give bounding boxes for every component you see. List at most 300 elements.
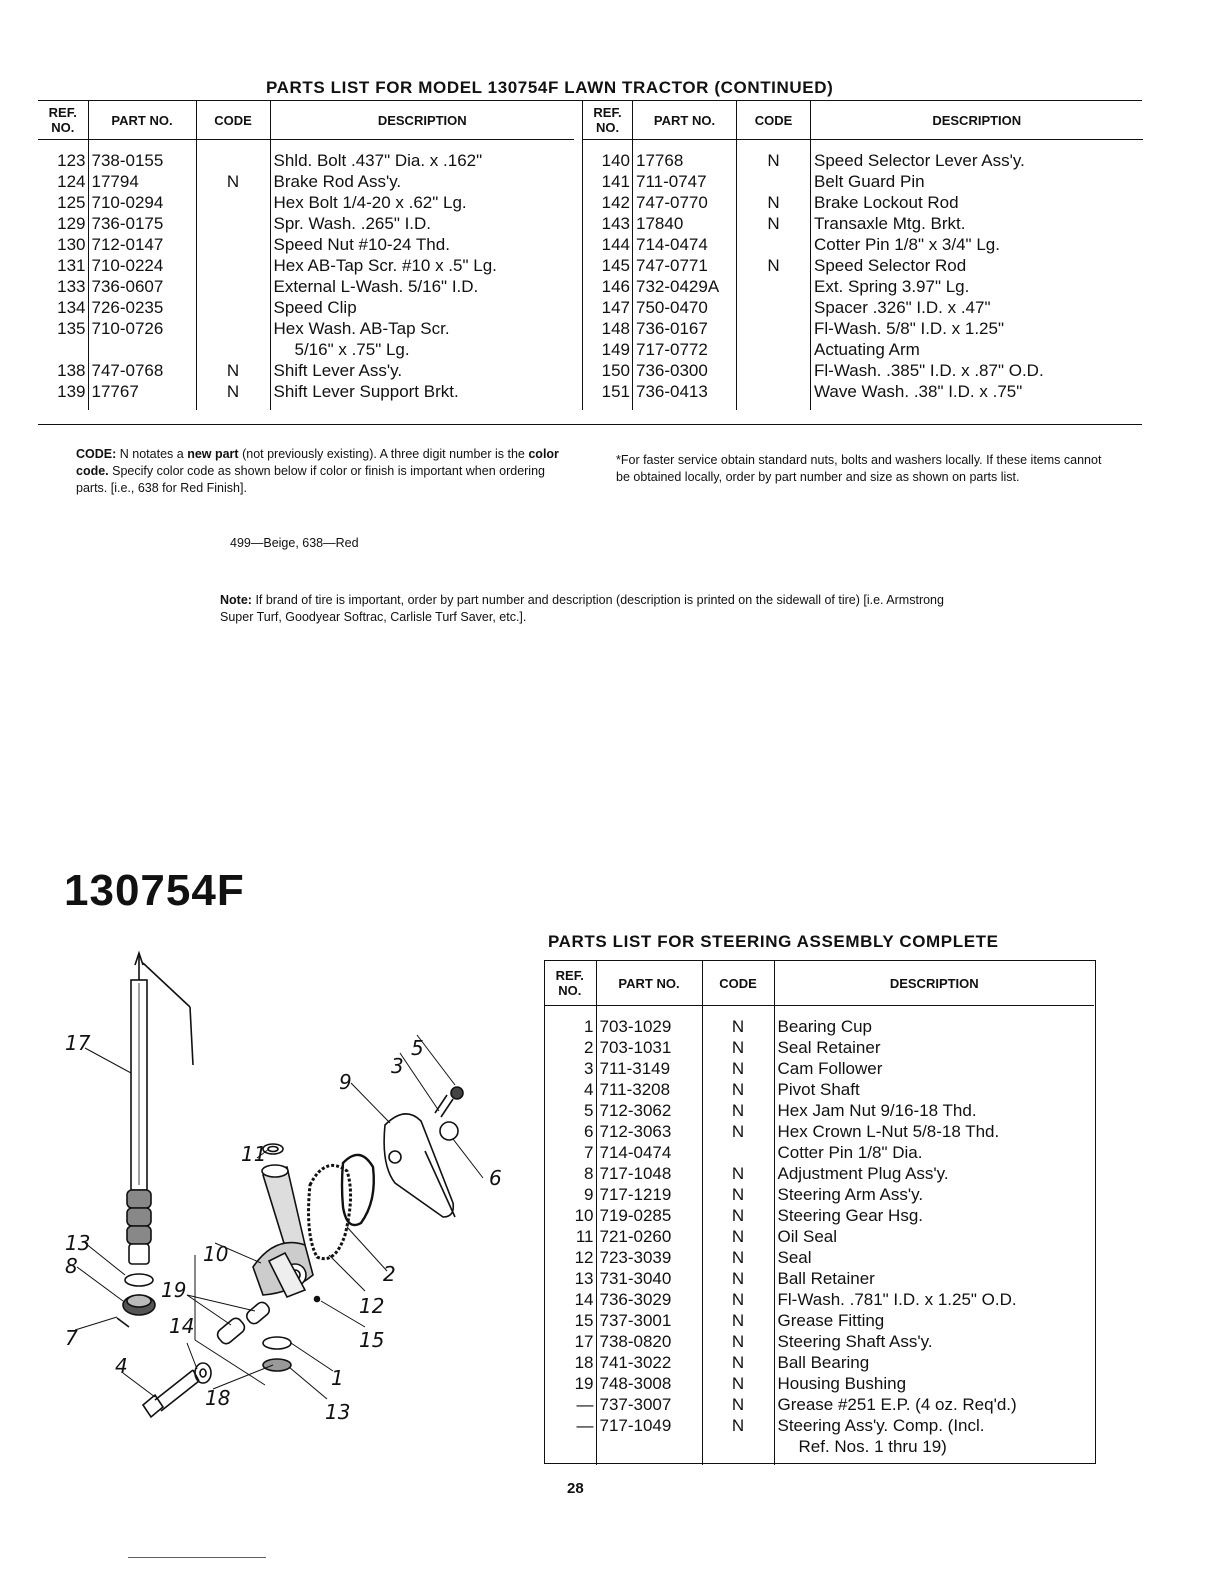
description-cell: Ref. Nos. 1 thru 19) xyxy=(798,1437,947,1456)
table-row xyxy=(583,360,1143,381)
model-number: 130754F xyxy=(64,866,245,915)
part-no-cell: 17768 xyxy=(633,140,737,172)
table-row xyxy=(544,1394,1094,1415)
code-cell xyxy=(737,276,811,297)
description-cell: Housing Bushing xyxy=(777,1374,907,1393)
steering-assembly-diagram xyxy=(55,945,525,1435)
code-cell xyxy=(196,339,270,360)
ref-no-cell: — xyxy=(544,1415,596,1436)
part-no-cell: 738-0820 xyxy=(596,1331,702,1352)
table-row xyxy=(38,276,574,297)
cam-follower xyxy=(435,1087,463,1117)
ref-no-cell: 129 xyxy=(38,213,88,234)
part-no-cell: 747-0771 xyxy=(633,255,737,276)
description-cell: Hex AB-Tap Scr. #10 x .5" Lg. xyxy=(273,256,497,275)
ref-no-cell: 17 xyxy=(544,1331,596,1352)
table-row xyxy=(38,171,574,192)
table-row xyxy=(583,339,1143,360)
table-row xyxy=(38,381,574,402)
part-no-cell: 737-3001 xyxy=(596,1310,702,1331)
part-no-cell xyxy=(596,1436,702,1457)
part-no-cell: 710-0726 xyxy=(88,318,196,339)
table-row xyxy=(38,297,574,318)
callout-2: 2 xyxy=(383,1262,396,1286)
ref-no-cell: 4 xyxy=(544,1079,596,1100)
part-no-cell: 717-1049 xyxy=(596,1415,702,1436)
filler-cell xyxy=(88,402,196,410)
description-cell: Belt Guard Pin xyxy=(814,172,925,191)
header-code: CODE xyxy=(702,961,774,1006)
code-cell xyxy=(196,255,270,276)
part-no-cell: 747-0770 xyxy=(633,192,737,213)
code-cell: N xyxy=(702,1058,774,1079)
ref-no-cell: 147 xyxy=(583,297,633,318)
part-no-cell: 714-0474 xyxy=(596,1142,702,1163)
part-no-cell: 717-1219 xyxy=(596,1184,702,1205)
filler-cell xyxy=(270,402,574,410)
callout-1: 1 xyxy=(331,1366,344,1390)
housing-bushing xyxy=(215,1300,272,1346)
description-cell: Shld. Bolt .437" Dia. x .162" xyxy=(273,151,483,170)
ref-no-cell: — xyxy=(544,1394,596,1415)
description-cell: Spr. Wash. .265" I.D. xyxy=(273,214,432,233)
code-note-color-code: color code. xyxy=(76,447,559,478)
ref-no-cell: 14 xyxy=(544,1289,596,1310)
code-cell: N xyxy=(737,255,811,276)
part-no-cell: 747-0768 xyxy=(88,360,196,381)
crown-nut xyxy=(440,1122,458,1140)
part-no-cell: 712-3062 xyxy=(596,1100,702,1121)
filler-cell xyxy=(702,1457,774,1465)
code-cell: N xyxy=(702,1394,774,1415)
description-cell: Cam Follower xyxy=(777,1059,883,1078)
ref-no-cell: 142 xyxy=(583,192,633,213)
ball-retainer xyxy=(125,1274,153,1286)
code-cell: N xyxy=(702,1415,774,1436)
header-ref-no: REF. NO. xyxy=(583,101,633,140)
part-no-cell: 736-0300 xyxy=(633,360,737,381)
part-no-cell: 17840 xyxy=(633,213,737,234)
table-row xyxy=(38,192,574,213)
callout-9: 9 xyxy=(339,1070,352,1094)
description-cell: Oil Seal xyxy=(777,1227,838,1246)
header-code: CODE xyxy=(737,101,811,140)
description-cell: Steering Gear Hsg. xyxy=(777,1206,924,1225)
steering-table-title: PARTS LIST FOR STEERING ASSEMBLY COMPLETE xyxy=(548,932,999,951)
worm-gear xyxy=(127,1190,151,1264)
code-cell: N xyxy=(702,1100,774,1121)
ref-no-cell: 139 xyxy=(38,381,88,402)
table-row xyxy=(544,1058,1094,1079)
code-cell xyxy=(702,1436,774,1457)
ref-no-cell: 151 xyxy=(583,381,633,402)
header-ref-no: REF. NO. xyxy=(38,101,88,140)
description-cell: Speed Selector Lever Ass'y. xyxy=(814,151,1025,170)
ref-no-cell: 145 xyxy=(583,255,633,276)
description-cell: Shift Lever Support Brkt. xyxy=(273,382,459,401)
filler-cell xyxy=(596,1457,702,1465)
table-row xyxy=(583,276,1143,297)
ref-no-cell: 135 xyxy=(38,318,88,339)
description-cell: Actuating Arm xyxy=(814,340,920,359)
description-cell: Grease Fitting xyxy=(777,1311,885,1330)
code-cell: N xyxy=(737,213,811,234)
table-row xyxy=(544,1100,1094,1121)
code-cell xyxy=(196,234,270,255)
ref-no-cell: 131 xyxy=(38,255,88,276)
part-no-cell: 726-0235 xyxy=(88,297,196,318)
table-row xyxy=(544,1331,1094,1352)
header-part-no: PART NO. xyxy=(633,101,737,140)
code-cell: N xyxy=(702,1289,774,1310)
header-part-no: PART NO. xyxy=(88,101,196,140)
code-cell xyxy=(737,318,811,339)
bearing-cup xyxy=(263,1337,291,1349)
code-note xyxy=(76,446,566,497)
table-row xyxy=(544,1205,1094,1226)
ref-no-cell: 3 xyxy=(544,1058,596,1079)
code-cell xyxy=(196,276,270,297)
ref-no-cell: 130 xyxy=(38,234,88,255)
part-no-cell: 738-0155 xyxy=(88,140,196,172)
table-row xyxy=(544,1037,1094,1058)
table-row xyxy=(544,1163,1094,1184)
description-cell: Hex Bolt 1/4-20 x .62" Lg. xyxy=(273,193,467,212)
tire-note xyxy=(220,592,960,626)
ref-no-cell: 11 xyxy=(544,1226,596,1247)
ref-no-cell: 1 xyxy=(544,1006,596,1038)
table-row xyxy=(583,171,1143,192)
table-row xyxy=(544,1184,1094,1205)
ref-no-cell: 7 xyxy=(544,1142,596,1163)
code-cell xyxy=(196,297,270,318)
ref-no-cell: 144 xyxy=(583,234,633,255)
code-cell: N xyxy=(196,360,270,381)
code-cell xyxy=(737,171,811,192)
code-cell: N xyxy=(702,1331,774,1352)
ref-no-cell xyxy=(38,339,88,360)
code-cell: N xyxy=(737,192,811,213)
code-cell: N xyxy=(196,381,270,402)
filler-cell xyxy=(811,402,1143,410)
part-no-cell: 731-3040 xyxy=(596,1268,702,1289)
code-cell: N xyxy=(702,1268,774,1289)
description-cell: Fl-Wash. .781" I.D. x 1.25" O.D. xyxy=(777,1290,1017,1309)
ref-no-cell: 123 xyxy=(38,140,88,172)
table-row xyxy=(583,318,1143,339)
filler-cell xyxy=(737,402,811,410)
table-filler-row xyxy=(38,402,574,410)
ref-no-cell: 13 xyxy=(544,1268,596,1289)
code-cell xyxy=(737,297,811,318)
ref-no-cell: 141 xyxy=(583,171,633,192)
description-cell: Speed Nut #10-24 Thd. xyxy=(273,235,450,254)
part-no-cell: 737-3007 xyxy=(596,1394,702,1415)
code-cell: N xyxy=(702,1373,774,1394)
description-cell: Brake Lockout Rod xyxy=(814,193,959,212)
code-cell: N xyxy=(702,1352,774,1373)
callout-14: 14 xyxy=(169,1314,195,1338)
code-cell xyxy=(196,318,270,339)
description-cell: Shift Lever Ass'y. xyxy=(273,361,403,380)
description-cell: Steering Shaft Ass'y. xyxy=(777,1332,933,1351)
callout-6: 6 xyxy=(489,1166,502,1190)
ref-no-cell: 148 xyxy=(583,318,633,339)
ref-no-cell: 19 xyxy=(544,1373,596,1394)
callout-13: 13 xyxy=(65,1231,91,1255)
ref-no-cell: 143 xyxy=(583,213,633,234)
part-no-cell: 17794 xyxy=(88,171,196,192)
code-cell: N xyxy=(702,1247,774,1268)
filler-cell xyxy=(583,402,633,410)
code-cell xyxy=(196,140,270,172)
description-cell: Adjustment Plug Ass'y. xyxy=(777,1164,949,1183)
page-number: 28 xyxy=(567,1480,584,1497)
description-cell: Ext. Spring 3.97" Lg. xyxy=(814,277,970,296)
description-cell: 5/16" x .75" Lg. xyxy=(294,340,410,359)
ref-no-cell: 149 xyxy=(583,339,633,360)
header-description: DESCRIPTION xyxy=(774,961,1094,1006)
description-cell: Fl-Wash. .385" I.D. x .87" O.D. xyxy=(814,361,1044,380)
code-cell xyxy=(737,381,811,402)
header-description: DESCRIPTION xyxy=(811,101,1143,140)
table-row xyxy=(544,1289,1094,1310)
code-cell: N xyxy=(196,171,270,192)
table-row xyxy=(544,1142,1094,1163)
table-row xyxy=(544,1436,1094,1457)
description-cell: Wave Wash. .38" I.D. x .75" xyxy=(814,382,1023,401)
filler-cell xyxy=(633,402,737,410)
top-table-bottom-rule xyxy=(38,424,1142,425)
part-no-cell: 723-3039 xyxy=(596,1247,702,1268)
description-cell: Ball Bearing xyxy=(777,1353,870,1372)
callout-13-lower: 13 xyxy=(325,1400,351,1424)
table-row xyxy=(544,1268,1094,1289)
ref-no-cell: 140 xyxy=(583,140,633,172)
description-cell: Transaxle Mtg. Brkt. xyxy=(814,214,966,233)
table-filler-row xyxy=(544,1457,1094,1465)
description-cell: Grease #251 E.P. (4 oz. Req'd.) xyxy=(777,1395,1017,1414)
ball-retainer-lower xyxy=(263,1359,291,1371)
part-no-cell: 736-0167 xyxy=(633,318,737,339)
top-right-rows xyxy=(583,140,1143,411)
table-row xyxy=(583,234,1143,255)
callout-12: 12 xyxy=(359,1294,385,1318)
faster-service-note: *For faster service obtain standard nuts, bolts and washers locally. If these items cannot be obtained locally, order by part number and size as shown on parts list. xyxy=(616,453,1102,484)
table-row xyxy=(544,1415,1094,1436)
table-row xyxy=(544,1247,1094,1268)
code-cell: N xyxy=(702,1310,774,1331)
code-cell xyxy=(737,339,811,360)
part-no-cell: 711-0747 xyxy=(633,171,737,192)
table-filler-row xyxy=(583,402,1143,410)
callout-15: 15 xyxy=(359,1328,385,1352)
table-row xyxy=(544,1226,1094,1247)
callout-19: 19 xyxy=(161,1278,187,1302)
tire-note-text: If brand of tire is important, order by part number and description (description is printed on the sidewall of tire) [i.e. Armstrong Super Turf, Goodyear Softrac, Carlisle Turf Saver, etc.]. xyxy=(220,593,944,624)
table-row xyxy=(38,213,574,234)
description-cell: Cotter Pin 1/8" x 3/4" Lg. xyxy=(814,235,1000,254)
part-no-cell: 703-1029 xyxy=(596,1006,702,1038)
description-cell: Seal xyxy=(777,1248,812,1267)
part-no-cell: 736-0607 xyxy=(88,276,196,297)
top-table-title: PARTS LIST FOR MODEL 130754F LAWN TRACTOR (CONTINUED) xyxy=(266,78,834,97)
part-no-cell: 712-0147 xyxy=(88,234,196,255)
part-no-cell: 721-0260 xyxy=(596,1226,702,1247)
header-code: CODE xyxy=(196,101,270,140)
callout-11: 11 xyxy=(241,1142,267,1166)
filler-cell xyxy=(38,402,88,410)
header-description: DESCRIPTION xyxy=(270,101,574,140)
description-cell: Fl-Wash. 5/8" I.D. x 1.25" xyxy=(814,319,1004,338)
top-parts-table-right xyxy=(582,101,1143,410)
callout-17: 17 xyxy=(65,1031,91,1055)
ref-no-cell: 18 xyxy=(544,1352,596,1373)
part-no-cell: 710-0224 xyxy=(88,255,196,276)
ref-no-cell: 8 xyxy=(544,1163,596,1184)
header-ref-no: REF. NO. xyxy=(544,961,596,1006)
description-cell: Speed Clip xyxy=(273,298,357,317)
code-cell: N xyxy=(737,140,811,172)
callout-4: 4 xyxy=(115,1354,128,1378)
table-row xyxy=(544,1352,1094,1373)
ref-no-cell: 5 xyxy=(544,1100,596,1121)
tire-note-label: Note: xyxy=(220,593,252,607)
code-cell xyxy=(196,213,270,234)
description-cell: Hex Jam Nut 9/16-18 Thd. xyxy=(777,1101,977,1120)
part-no-cell: 719-0285 xyxy=(596,1205,702,1226)
table-row xyxy=(38,339,574,360)
top-parts-table-left xyxy=(38,101,574,410)
description-cell: Speed Selector Rod xyxy=(814,256,967,275)
callout-3: 3 xyxy=(391,1054,404,1078)
part-no-cell: 712-3063 xyxy=(596,1121,702,1142)
ref-no-cell: 133 xyxy=(38,276,88,297)
ref-no-cell: 6 xyxy=(544,1121,596,1142)
table-row xyxy=(583,255,1143,276)
filler-cell xyxy=(544,1457,596,1465)
table-row xyxy=(38,234,574,255)
part-no-cell: 717-1048 xyxy=(596,1163,702,1184)
part-no-cell: 736-3029 xyxy=(596,1289,702,1310)
ref-no-cell: 150 xyxy=(583,360,633,381)
description-cell: Hex Wash. AB-Tap Scr. xyxy=(273,319,450,338)
ref-no-cell: 9 xyxy=(544,1184,596,1205)
ref-no-cell: 10 xyxy=(544,1205,596,1226)
code-cell: N xyxy=(702,1163,774,1184)
table-row xyxy=(38,140,574,172)
description-cell: Cotter Pin 1/8" Dia. xyxy=(777,1143,923,1162)
callout-5: 5 xyxy=(411,1036,424,1060)
table-row xyxy=(583,381,1143,402)
ref-no-cell: 125 xyxy=(38,192,88,213)
callout-10: 10 xyxy=(203,1242,229,1266)
code-cell xyxy=(737,360,811,381)
part-no-cell: 711-3208 xyxy=(596,1079,702,1100)
part-no-cell: 711-3149 xyxy=(596,1058,702,1079)
description-cell: Bearing Cup xyxy=(777,1017,873,1036)
ref-no-cell: 12 xyxy=(544,1247,596,1268)
color-codes: 499—Beige, 638—Red xyxy=(230,536,359,550)
code-cell xyxy=(702,1142,774,1163)
part-no-cell: 748-3008 xyxy=(596,1373,702,1394)
table-row xyxy=(38,360,574,381)
table-row xyxy=(583,140,1143,172)
code-cell: N xyxy=(702,1037,774,1058)
description-cell: Brake Rod Ass'y. xyxy=(273,172,402,191)
ref-no-cell: 134 xyxy=(38,297,88,318)
description-cell: External L-Wash. 5/16" I.D. xyxy=(273,277,479,296)
part-no-cell: 710-0294 xyxy=(88,192,196,213)
part-no-cell xyxy=(88,339,196,360)
table-row xyxy=(38,255,574,276)
part-no-cell: 750-0470 xyxy=(633,297,737,318)
description-cell: Seal Retainer xyxy=(777,1038,881,1057)
part-no-cell: 17767 xyxy=(88,381,196,402)
part-no-cell: 714-0474 xyxy=(633,234,737,255)
grease-fitting xyxy=(315,1297,320,1302)
steering-parts-table xyxy=(544,961,1094,1465)
table-row xyxy=(583,297,1143,318)
part-no-cell: 703-1031 xyxy=(596,1037,702,1058)
code-note-text: Specify color code as shown below if color or finish is important when ordering parts. [i.e., 638 for Red Finish]. xyxy=(76,464,545,495)
part-no-cell: 736-0413 xyxy=(633,381,737,402)
code-note-text: N notates a xyxy=(119,447,184,461)
ref-no-cell: 124 xyxy=(38,171,88,192)
code-cell: N xyxy=(702,1226,774,1247)
code-note-new-part: new part xyxy=(187,447,239,461)
code-cell xyxy=(737,234,811,255)
description-cell: Ball Retainer xyxy=(777,1269,875,1288)
code-cell: N xyxy=(702,1205,774,1226)
description-cell: Pivot Shaft xyxy=(777,1080,860,1099)
top-left-rows xyxy=(38,140,574,411)
steering-rows xyxy=(544,1006,1094,1466)
filler-cell xyxy=(774,1457,1094,1465)
code-cell: N xyxy=(702,1121,774,1142)
washer xyxy=(195,1363,211,1383)
part-no-cell: 717-0772 xyxy=(633,339,737,360)
table-row xyxy=(544,1373,1094,1394)
code-cell: N xyxy=(702,1079,774,1100)
ref-no-cell: 138 xyxy=(38,360,88,381)
description-cell: Spacer .326" I.D. x .47" xyxy=(814,298,991,317)
ref-no-cell: 15 xyxy=(544,1310,596,1331)
table-row xyxy=(583,192,1143,213)
filler-cell xyxy=(196,402,270,410)
table-row xyxy=(583,213,1143,234)
table-row xyxy=(544,1079,1094,1100)
code-cell: N xyxy=(702,1006,774,1038)
callout-18: 18 xyxy=(205,1386,231,1410)
table-row xyxy=(544,1006,1094,1038)
table-row xyxy=(544,1310,1094,1331)
table-row xyxy=(38,318,574,339)
footer-rule xyxy=(128,1557,266,1558)
callout-7: 7 xyxy=(65,1326,78,1350)
code-note-text: (not previously existing). A three digit number is the xyxy=(242,447,525,461)
code-note-label: CODE: xyxy=(76,447,117,461)
description-cell: Steering Arm Ass'y. xyxy=(777,1185,924,1204)
part-no-cell: 736-0175 xyxy=(88,213,196,234)
part-no-cell: 732-0429A xyxy=(633,276,737,297)
code-cell xyxy=(196,192,270,213)
ref-no-cell: 2 xyxy=(544,1037,596,1058)
seal xyxy=(342,1155,374,1225)
code-cell: N xyxy=(702,1184,774,1205)
table-row xyxy=(544,1121,1094,1142)
ref-no-cell xyxy=(544,1436,596,1457)
